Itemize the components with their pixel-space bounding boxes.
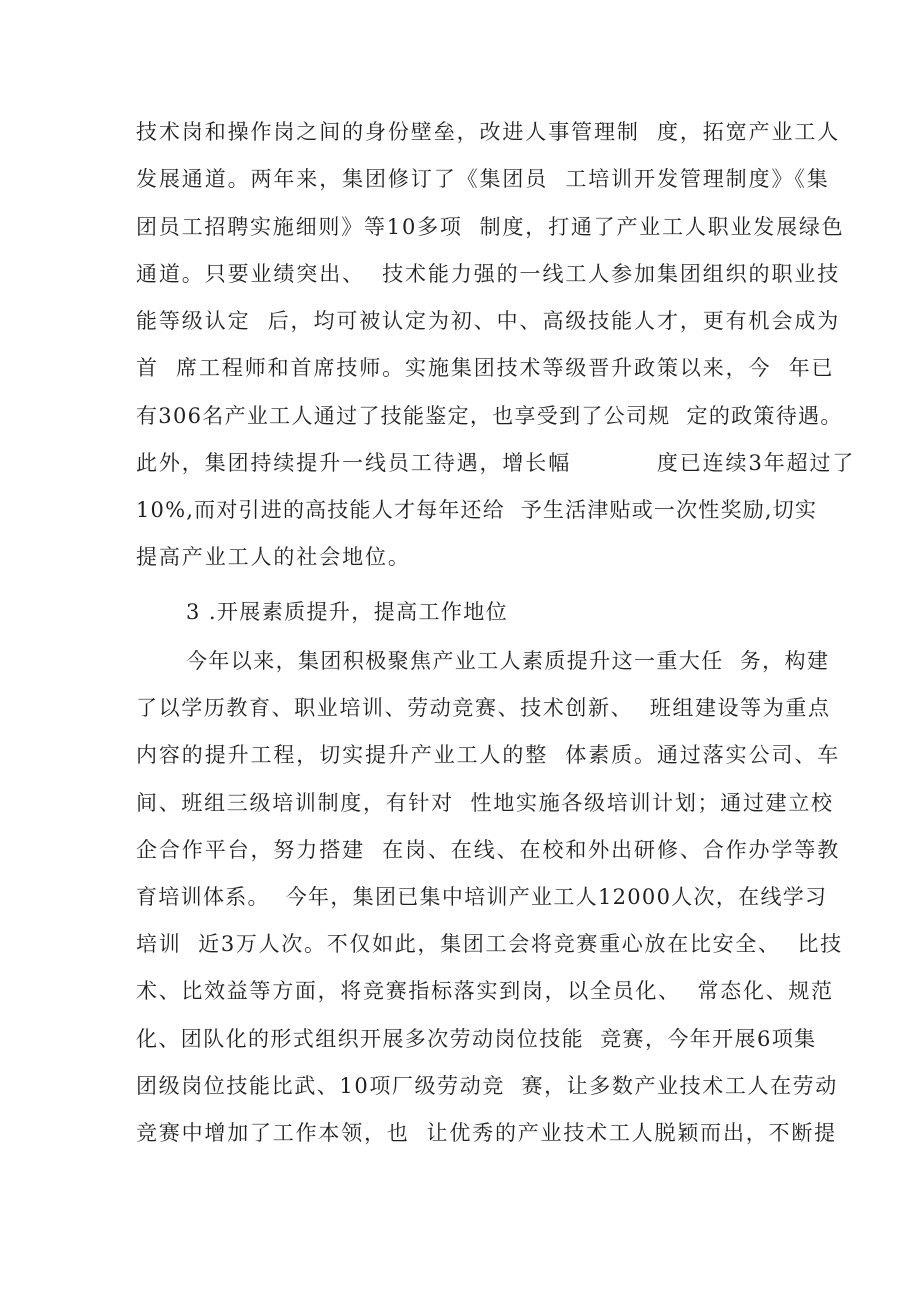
paragraph-line: 企合作平台，努力搭建 在岗、在线、在校和外出研修、合作办学等教 (136, 838, 841, 862)
paragraph-line: 提高产业工人的社会地位。 (136, 545, 411, 569)
paragraph-line: 技术岗和操作岗之间的身份壁垒，改进人事管理制 度，拓宽产业工人 (136, 120, 841, 144)
paragraph-line: 此外，集团持续提升一线员工待遇，增长幅 度已连续3年超过了 (136, 451, 856, 475)
paragraph-line: 能等级认定 后，均可被认定为初、中、高级技能人才，更有机会成为 (136, 309, 841, 333)
paragraph-line: 术、比效益等方面，将竞赛指标落实到岗，以全员化、 常态化、规范 (136, 979, 834, 1003)
paragraph-line: 团员工招聘实施细则》等10多项 制度，打通了产业工人职业发展绿色 (136, 215, 845, 239)
paragraph-line: 间、班组三级培训制度，有针对 性地实施各级培训计划；通过建立校 (136, 791, 834, 815)
paragraph-line: 育培训体系。 今年，集团已集中培训产业工人12000人次，在线学习 (136, 885, 828, 909)
paragraph-line: 10%,而对引进的高技能人才每年还给 予生活津贴或一次性奖励,切实 (136, 498, 818, 522)
paragraph-line: 今年以来，集团积极聚焦产业工人素质提升这一重大任 务，构建 (186, 649, 830, 673)
paragraph-line: 发展通道。两年来，集团修订了《集团员 工培训开发管理制度》《集 (136, 167, 830, 191)
paragraph-line: 培训 近3万人次。不仅如此，集团工会将竞赛重心放在比安全、 比技 (136, 932, 843, 956)
paragraph-line: 竞赛中增加了工作本领，也 让优秀的产业技术工人脱颖而出，不断提 (136, 1121, 837, 1145)
paragraph-line: 了以学历教育、职业培训、劳动竞赛、技术创新、 班组建设等为重点 (136, 696, 831, 720)
paragraph-line: 化、团队化的形式组织开展多次劳动岗位技能 竞赛，今年开展6项集 (136, 1027, 817, 1051)
section-heading: 3 .开展素质提升，提高工作地位 (186, 600, 509, 624)
paragraph-line: 内容的提升工程，切实提升产业工人的整 体素质。通过落实公司、车 (136, 743, 841, 767)
paragraph-line: 通道。只要业绩突出、 技术能力强的一线工人参加集团组织的职业技 (136, 262, 841, 286)
paragraph-line: 有306名产业工人通过了技能鉴定，也享受到了公司规 定的政策待遇。 (136, 404, 843, 428)
paragraph-line: 首 席工程师和首席技师。实施集团技术等级晋升政策以来，今 年已 (136, 356, 835, 380)
paragraph-line: 团级岗位技能比武、10项厂级劳动竞 赛，让多数产业技术工人在劳动 (136, 1074, 838, 1098)
